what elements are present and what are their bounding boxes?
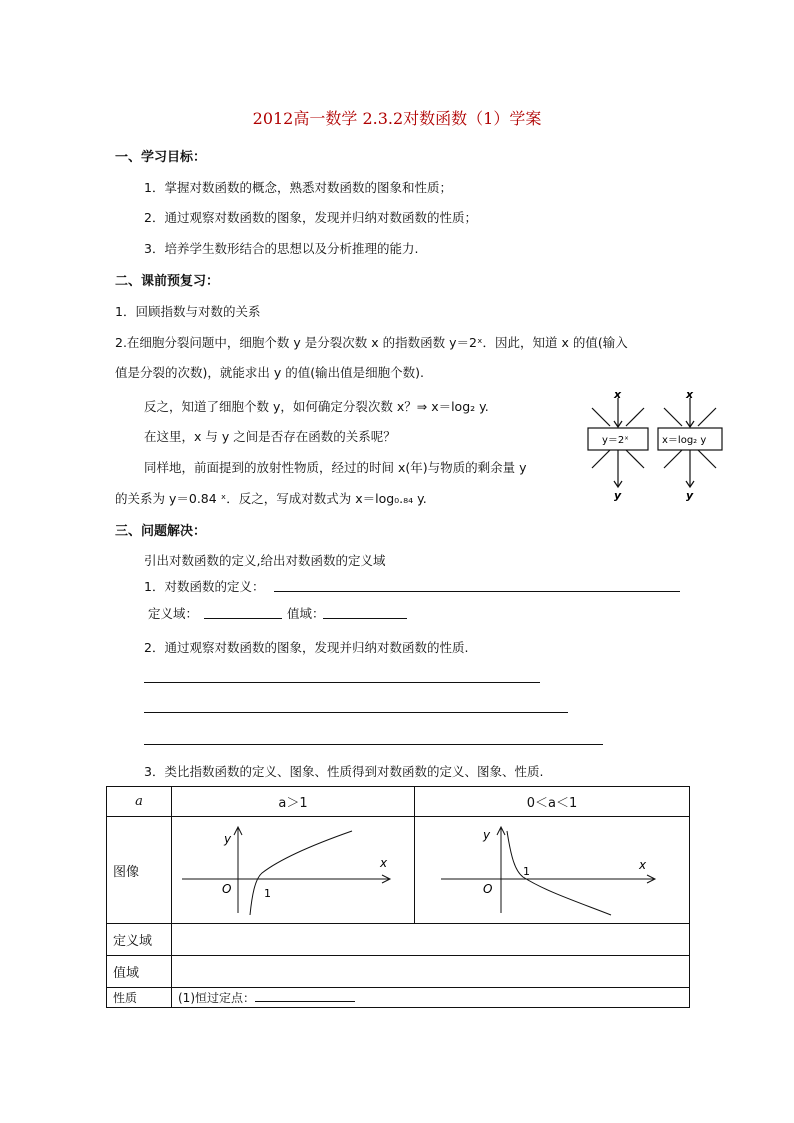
section2-heading: 二、课前预复习：: [115, 274, 220, 289]
graph2-origin-label: O: [483, 882, 493, 896]
answer-line-2[interactable]: [144, 712, 568, 713]
page-title: 2012高一数学 2.3.2对数函数（1）学案: [252, 109, 542, 128]
section3-intro: 引出对数函数的定义,给出对数函数的定义域: [144, 553, 386, 568]
log-graph-increasing: [172, 817, 412, 919]
definition-blank[interactable]: [274, 591, 680, 592]
graph1-origin-label: O: [222, 882, 232, 896]
log-function-table: [106, 786, 690, 1008]
table-header-a-gt-1: a＞1: [172, 787, 415, 817]
log-graph-decreasing: [415, 817, 685, 919]
preview-para-2: 在这里，x 与 y 之间是否存在函数的关系呢？: [144, 429, 396, 444]
goal-item-3: 3．培养学生数形结合的思想以及分析推理的能力.: [144, 241, 419, 256]
range-blank[interactable]: [323, 618, 407, 619]
table-row-domain-label: 定义域: [107, 924, 172, 956]
table-header-a: a: [107, 787, 172, 817]
function-machine-diagram: [582, 386, 732, 504]
answer-line-1[interactable]: [144, 682, 540, 683]
preview-para-3-line1: 同样地，前面提到的放射性物质，经过的时间 x(年)与物质的剩余量 y: [144, 460, 527, 475]
graph2-x-label: x: [639, 858, 647, 872]
graph2-y-label: y: [483, 828, 491, 842]
graph1-y-label: y: [224, 832, 232, 846]
table-header-a-lt-1: 0＜a＜1: [415, 787, 690, 817]
table-domain-value[interactable]: [172, 924, 690, 956]
range-label: 值域：: [287, 606, 325, 621]
diagram-box-logarithm: x＝log₂ y: [662, 435, 707, 446]
properties-item: 2．通过观察对数函数的图象，发现并归纳对数函数的性质.: [144, 640, 469, 655]
table-row-props-label: 性质: [107, 988, 172, 1008]
graph1-x-label: x: [380, 856, 388, 870]
fixed-point-blank[interactable]: [255, 989, 355, 1002]
diagram-input-label-1: x: [614, 388, 622, 401]
definition-label: 1．对数函数的定义：: [144, 579, 265, 594]
preview-para-1: 反之，知道了细胞个数 y，如何确定分裂次数 x？⇒ x＝log₂ y.: [144, 399, 489, 414]
diagram-output-label-1: y: [614, 489, 622, 502]
table-props-cell: [172, 988, 690, 1008]
answer-line-3[interactable]: [144, 744, 603, 745]
preview-para-3-line2: 的关系为 y＝0.84 ˣ．反之，写成对数式为 x＝log₀.₈₄ y.: [115, 491, 427, 506]
domain-blank[interactable]: [204, 618, 282, 619]
diagram-box-exponential: y＝2ˣ: [602, 435, 629, 446]
graph2-one-label: 1: [523, 865, 530, 878]
graph-cell-increasing: [172, 817, 415, 924]
table-row-graph-label: 图像: [107, 817, 172, 924]
section1-heading: 一、学习目标：: [115, 150, 207, 165]
table-row-range-label: 值域: [107, 956, 172, 988]
preview-item-2-line1: 2.在细胞分裂问题中，细胞个数 y 是分裂次数 x 的指数函数 y＝2ˣ．因此，知道 x 的值(输入: [115, 335, 628, 350]
preview-item-1: 1．回顾指数与对数的关系: [115, 304, 261, 319]
preview-item-2-line2: 值是分裂的次数)，就能求出 y 的值(输出值是细胞个数).: [115, 365, 424, 380]
section3-heading: 三、问题解决：: [115, 524, 207, 539]
diagram-input-label-2: x: [686, 388, 694, 401]
table-range-value[interactable]: [172, 956, 690, 988]
graph1-one-label: 1: [264, 887, 271, 900]
goal-item-1: 1．掌握对数函数的概念，熟悉对数函数的图象和性质；: [144, 180, 452, 195]
diagram-output-label-2: y: [686, 489, 694, 502]
goal-item-2: 2．通过观察对数函数的图象，发现并归纳对数函数的性质；: [144, 210, 477, 225]
analogy-item: 3．类比指数函数的定义、图象、性质得到对数函数的定义、图象、性质.: [144, 764, 544, 779]
graph-cell-decreasing: [415, 817, 690, 924]
fixed-point-label: (1)恒过定点：: [178, 991, 255, 1005]
domain-label: 定义域：: [148, 606, 199, 621]
